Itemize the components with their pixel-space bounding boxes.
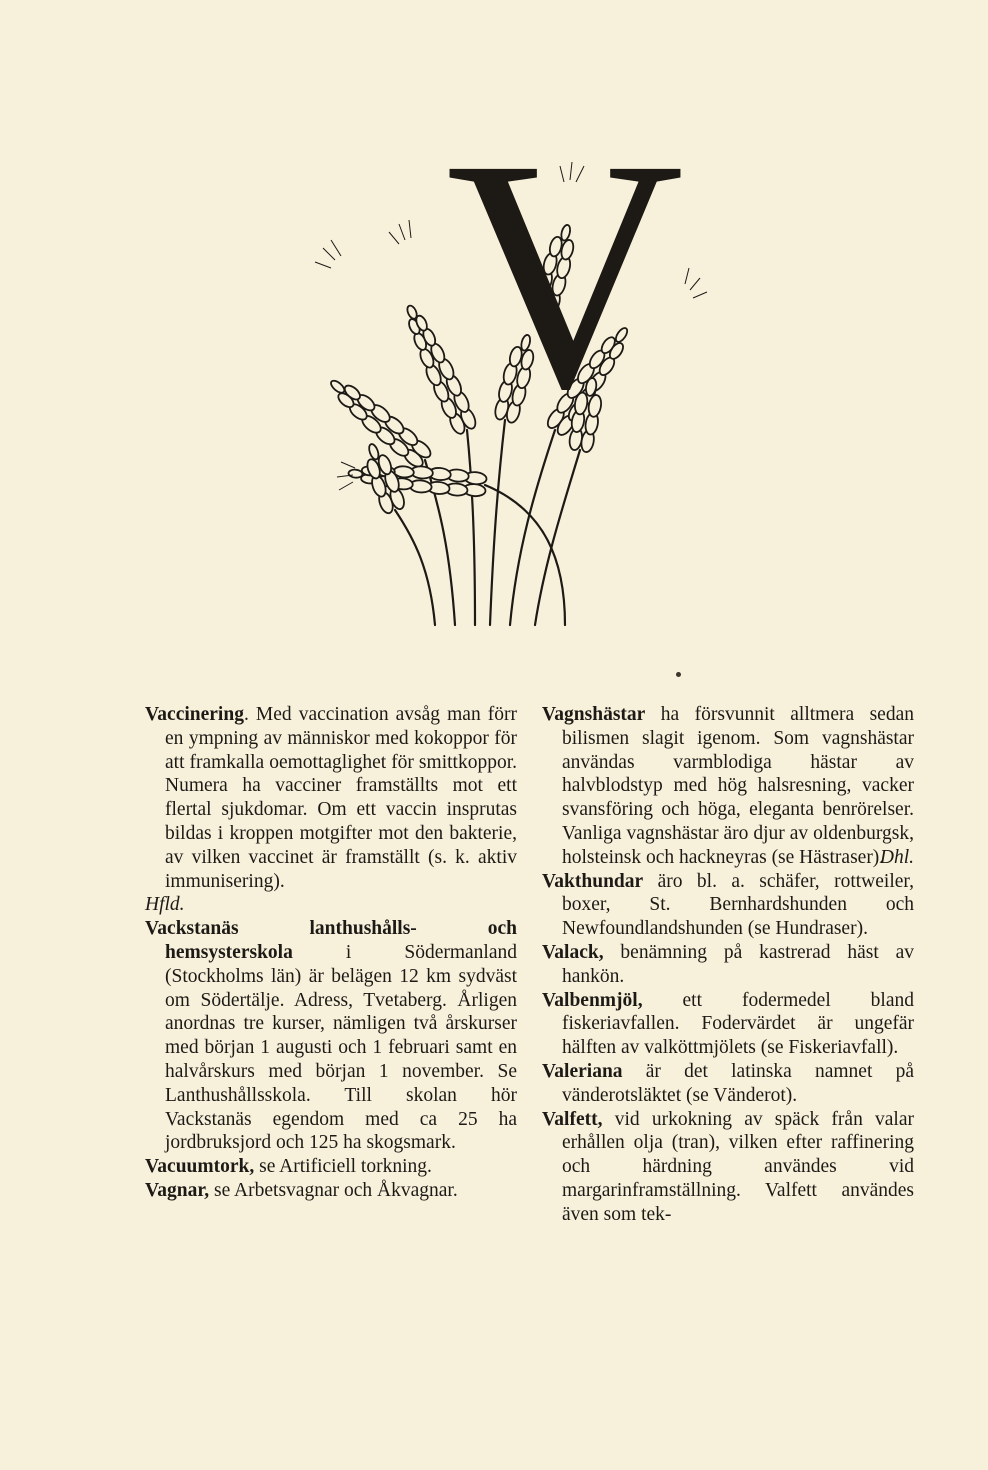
entry-valfett bbox=[542, 1108, 914, 1227]
entry-text: ett fodermedel bland fiskeriavfallen. Fodervärdet är ungefär hälften av valköttmjölets (se Fiskeriavfall). bbox=[562, 989, 914, 1059]
entry-text: vid urkokning av späck från valar erhållen olja (tran), vilken efter raffinering och härdning användes vid margarinframställning. Valfett användes även som tek- bbox=[562, 1108, 914, 1225]
entry-text: benämning på kastrerad häst av hankön. bbox=[562, 941, 914, 987]
headword: Vacuumtork, bbox=[145, 1156, 255, 1178]
headword: Valeriana bbox=[542, 1060, 623, 1082]
headword: Vagnar, bbox=[145, 1179, 210, 1201]
entry-valack bbox=[542, 941, 914, 989]
entry-text: ha försvunnit alltmera sedan bilismen slagit igenom. Som vagnshästar användas varmblodiga hästar av halvblodstyp med hög halsresning, vacker svansföring och höga, eleganta benrörelser. Vanliga vagnshästar äro djur av oldenburgsk, holsteinsk och hackneyras (se Hästraser). bbox=[562, 704, 914, 868]
initial-letter: V bbox=[445, 130, 685, 457]
entry-text: i Södermanland (Stockholms län) är belägen 12 km sydväst om Södertälje. Adress, Tvetaberg. Årligen anordnas tre kurser, nämligen två årskurser med början 1 augusti och 1 februari samt en halvårskurs med början 1 november. Se Lanthushållsskola. Till skolan hör Vackstanäs egendom med ca 25 ha jordbruksjord och 125 ha skogsmark. bbox=[165, 941, 517, 1154]
entry-vaccinering bbox=[145, 703, 517, 917]
entry-text: är det latinska namnet på vänderotsläktet (se Vänderot). bbox=[562, 1060, 914, 1106]
entry-vagnshastar bbox=[542, 703, 914, 870]
headword: Valfett, bbox=[542, 1108, 603, 1130]
entry-text: se Arbetsvagnar och Åkvagnar. bbox=[209, 1179, 458, 1201]
headword: Vackstanäs lanthushålls- och hemsysterskola bbox=[145, 918, 517, 963]
author-signature: Hfld. bbox=[145, 894, 185, 916]
entry-valbenmjol bbox=[542, 989, 914, 1060]
headword: Vakthundar bbox=[542, 870, 644, 892]
headword: Vagnshästar bbox=[542, 704, 646, 725]
left-column bbox=[145, 703, 517, 1203]
entry-vacuumtork bbox=[145, 1155, 517, 1179]
entry-vagnar bbox=[145, 1179, 517, 1203]
entry-text: se Artificiell torkning. bbox=[254, 1156, 432, 1178]
headword: Vaccinering bbox=[145, 704, 244, 725]
decorative-dot bbox=[676, 672, 681, 677]
wheat-ears-illustration bbox=[235, 130, 715, 630]
entry-vakthundar bbox=[542, 870, 914, 941]
headword: Valack, bbox=[542, 941, 604, 963]
author-signature: Dhl. bbox=[879, 846, 914, 868]
entry-valeriana bbox=[542, 1060, 914, 1108]
entry-vackstanas bbox=[145, 917, 517, 1155]
entry-text: äro bl. a. schäfer, rottweiler, boxer, St. Bernhardshunden och Newfoundlandshunden (se Hundraser). bbox=[562, 870, 914, 940]
right-column bbox=[542, 703, 914, 1227]
headword: Valbenmjöl, bbox=[542, 989, 643, 1011]
entry-text: . Med vaccination avsåg man förr en ympning av människor med kokoppor för att framkalla oemottaglighet för smittkoppor. Numera ha vacciner framställts mot ett flertal sjukdomar. Om ett vaccin insprutas bildas i kroppen motgifter mot den bakterie, av vilken vaccinet är framställt (s. k. aktiv immunisering). bbox=[165, 704, 517, 892]
